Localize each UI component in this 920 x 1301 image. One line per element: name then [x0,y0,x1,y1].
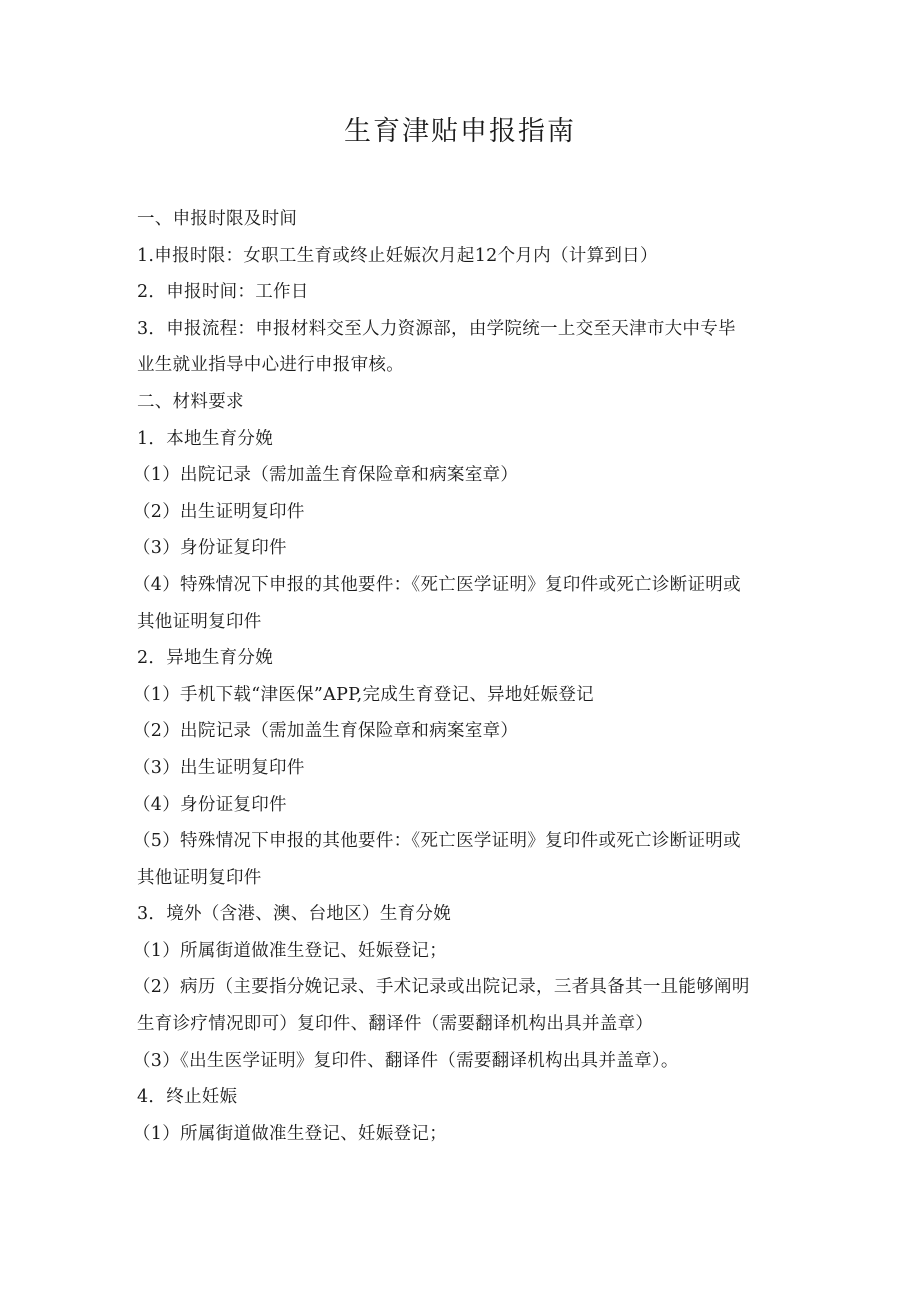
list-item: （1）所属街道做准生登记、妊娠登记； [133,1123,448,1144]
subsection-overseas-birth: 3．境外（含港、澳、台地区）生育分娩 [137,904,452,925]
list-item: （1）手机下载“津医保”APP,完成生育登记、异地妊娠登记 [133,684,594,705]
item-process: 3．申报流程：申报材料交至人力资源部，由学院统一上交至天津市大中专毕 [137,318,736,339]
list-item: （1）出院记录（需加盖生育保险章和病案室章） [133,465,519,486]
section-heading-materials: 二、材料要求 [137,391,244,412]
document-title: 生育津贴申报指南 [344,116,576,147]
list-item: （4）身份证复印件 [133,794,287,815]
list-item-continued: 其他证明复印件 [137,867,262,888]
list-item: （2）病历（主要指分娩记录、手术记录或出院记录，三者具备其一且能够阐明 [133,977,750,998]
list-item: （3）《出生医学证明》复印件、翻译件（需要翻译机构出具并盖章）。 [133,1050,679,1071]
list-item-continued: 其他证明复印件 [137,611,262,632]
list-item: （3）出生证明复印件 [133,757,305,778]
subsection-termination: 4．终止妊娠 [137,1087,238,1108]
section-heading-deadline: 一、申报时限及时间 [137,209,298,229]
item-deadline: 1.申报时限：女职工生育或终止妊娠次月起12个月内（计算到日） [137,245,658,266]
list-item: （2）出生证明复印件 [133,501,305,522]
subsection-local-birth: 1．本地生育分娩 [137,428,274,449]
list-item: （5）特殊情况下申报的其他要件：《死亡医学证明》复印件或死亡诊断证明或 [133,831,741,852]
item-time: 2．申报时间：工作日 [137,282,309,303]
subsection-nonlocal-birth: 2．异地生育分娩 [137,648,274,669]
list-item: （2）出院记录（需加盖生育保险章和病案室章） [133,721,519,742]
document-body [133,201,787,1152]
list-item: （3）身份证复印件 [133,538,287,559]
item-process-continued: 业生就业指导中心进行申报审核。 [137,355,404,376]
list-item-continued: 生育诊疗情况即可）复印件、翻译件（需要翻译机构出具并盖章） [137,1014,654,1035]
list-item: （4）特殊情况下申报的其他要件：《死亡医学证明》复印件或死亡诊断证明或 [133,574,741,595]
list-item: （1）所属街道做准生登记、妊娠登记； [133,940,448,961]
